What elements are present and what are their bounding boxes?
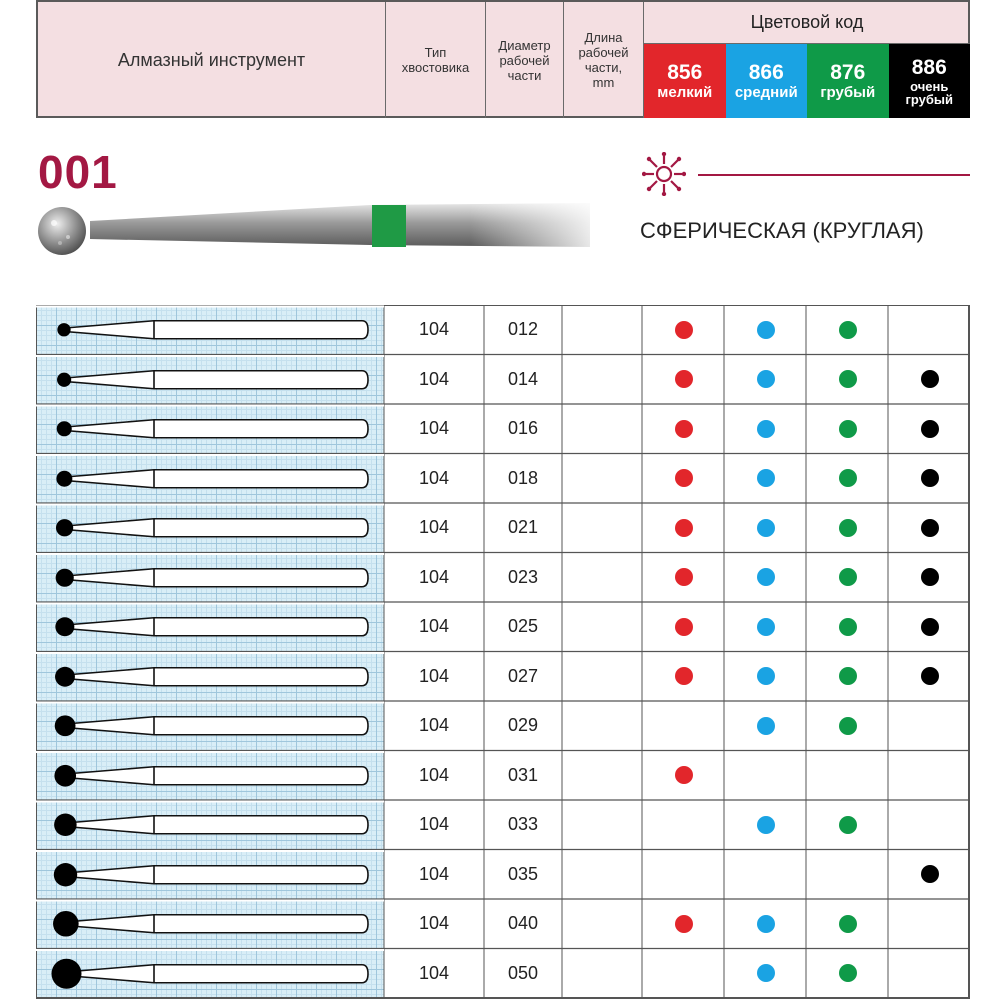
- shank-type-cell: 104: [418, 913, 450, 934]
- diameter-cell: 025: [507, 616, 539, 637]
- sphere-shape-icon: [642, 152, 686, 196]
- color-code-label: грубый: [820, 84, 876, 101]
- shank-type-cell: 104: [418, 368, 450, 389]
- color-code-876: [807, 44, 889, 118]
- diameter-cell: 035: [507, 863, 539, 884]
- length-header: Длина рабочей части, mm: [564, 2, 644, 118]
- shank-type-cell: 104: [418, 715, 450, 736]
- shank-type-cell: 104: [418, 764, 450, 785]
- shank-type-cell: 104: [418, 962, 450, 983]
- color-code-label: мелкий: [657, 84, 713, 101]
- shank-type-cell: 104: [418, 863, 450, 884]
- diameter-cell: 031: [507, 764, 539, 785]
- bur-image: [30, 195, 610, 265]
- shank-type-cell: 104: [418, 665, 450, 686]
- color-code-number: 886: [911, 56, 947, 79]
- color-code-number: 876: [830, 61, 866, 84]
- shank-type-cell: 104: [418, 566, 450, 587]
- shank-type-cell: 104: [418, 616, 450, 637]
- diameter-cell: 033: [507, 814, 539, 835]
- diameter-cell: 012: [507, 319, 539, 340]
- color-code-866: [726, 44, 808, 118]
- product-code: 001: [38, 146, 118, 198]
- diameter-cell: 021: [507, 517, 539, 538]
- diameter-cell: 014: [507, 368, 539, 389]
- shank-type-header: Тип хвостовика: [386, 2, 486, 118]
- green-band: [372, 205, 406, 247]
- shank-type-cell: 104: [418, 517, 450, 538]
- bur-ball-head: [38, 207, 86, 255]
- diameter-cell: 027: [507, 665, 539, 686]
- header-table: [36, 0, 970, 118]
- color-code-856: [644, 44, 726, 118]
- color-code-label: грубый: [905, 92, 954, 107]
- instrument-header: Алмазный инструмент: [38, 2, 386, 118]
- color-code-number: 866: [748, 61, 784, 84]
- diameter-header: Диаметр рабочей части: [486, 2, 564, 118]
- shank-type-cell: 104: [418, 814, 450, 835]
- diameter-cell: 016: [507, 418, 539, 439]
- shank-type-cell: 104: [418, 319, 450, 340]
- color-code-number: 856: [667, 61, 703, 84]
- diameter-cell: 018: [507, 467, 539, 488]
- shank-type-cell: 104: [418, 467, 450, 488]
- diameter-cell: 050: [507, 962, 539, 983]
- color-code-label: очень: [910, 79, 949, 94]
- decorative-line: [698, 174, 970, 176]
- color-code-title: Цветовой код: [644, 2, 970, 44]
- shank-type-cell: 104: [418, 418, 450, 439]
- shape-name: СФЕРИЧЕСКАЯ (КРУГЛАЯ): [640, 218, 924, 243]
- diameter-cell: 023: [507, 566, 539, 587]
- color-code-label: средний: [734, 84, 798, 101]
- color-code-886: [889, 44, 971, 118]
- table-grid-lines: [36, 305, 970, 1000]
- diameter-cell: 040: [507, 913, 539, 934]
- diameter-cell: 029: [507, 715, 539, 736]
